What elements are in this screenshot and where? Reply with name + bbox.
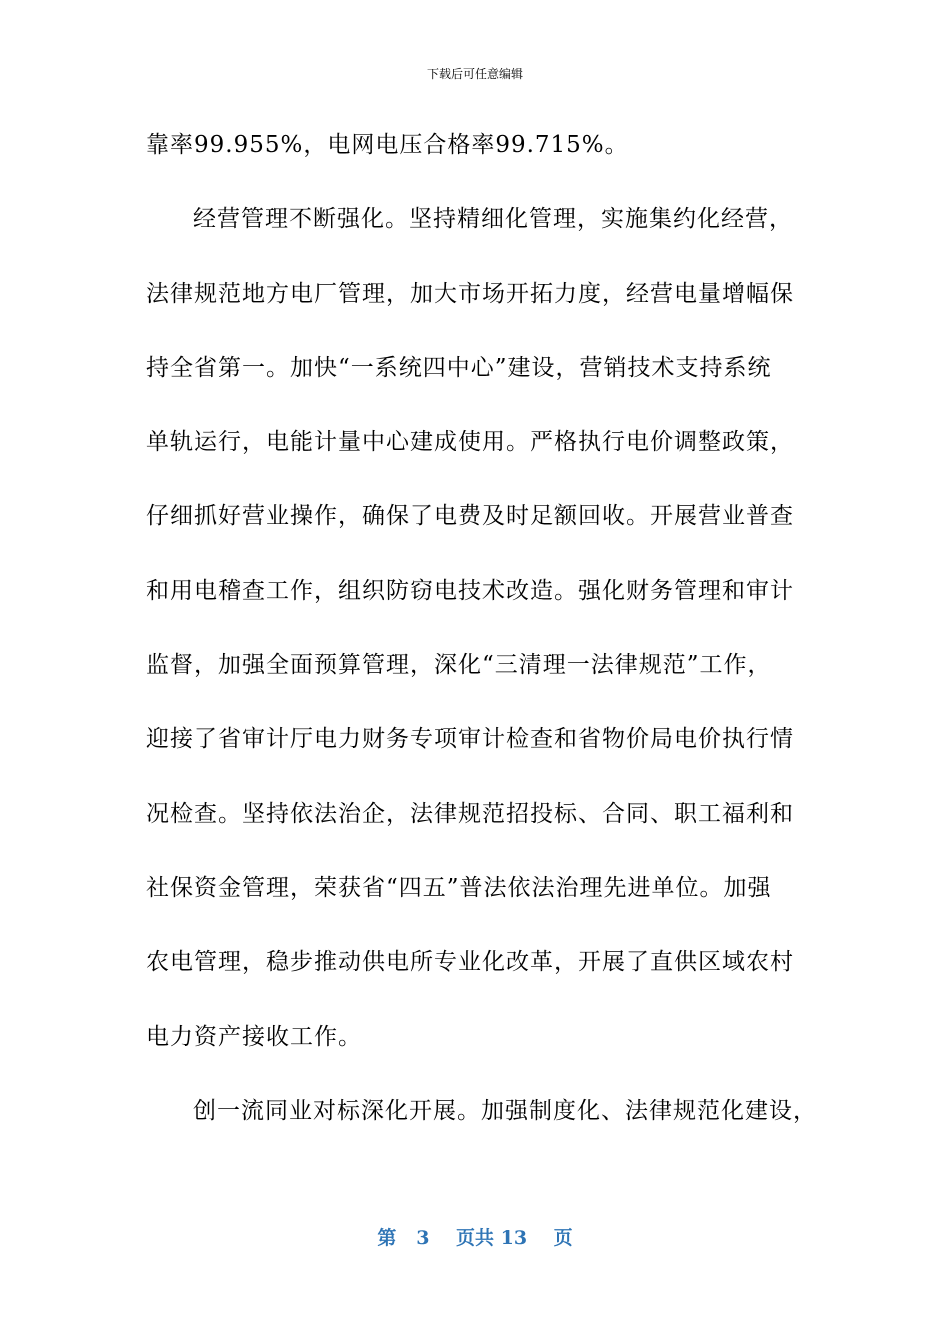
text-line-7: 和用电稽查工作，组织防窃电技术改造。强化财务管理和审计 <box>146 577 794 604</box>
text-line-1: 靠率99.955%，电网电压合格率99.715%。 <box>146 132 629 158</box>
text-line-13: 电力资产接收工作。 <box>146 1023 362 1050</box>
footer-current-page: 3 <box>416 1227 430 1249</box>
footer-suffix: 页 <box>553 1227 573 1249</box>
header-text: 下载后可任意编辑 <box>426 67 523 81</box>
text-line-11: 社保资金管理，荣获省“四五”普法依法治理先进单位。加强 <box>146 874 772 901</box>
page-footer <box>0 1226 950 1250</box>
text-line-8: 监督，加强全面预算管理，深化“三清理一法律规范”工作， <box>146 652 772 679</box>
text-line-5: 单轨运行，电能计量中心建成使用。严格执行电价调整政策， <box>146 429 794 456</box>
document-body <box>146 118 817 1158</box>
page-header <box>0 66 950 82</box>
text-line-12: 农电管理，稳步推动供电所专业化改革，开展了直供区域农村 <box>146 949 794 976</box>
text-line-6: 仔细抓好营业操作，确保了电费及时足额回收。开展营业普查 <box>146 503 794 530</box>
text-line-4: 持全省第一。加快“一系统四中心”建设，营销技术支持系统 <box>146 354 772 381</box>
footer-middle: 页共 <box>456 1227 495 1249</box>
text-line-9: 迎接了省审计厅电力财务专项审计检查和省物价局电价执行情 <box>146 726 794 753</box>
text-line-14: 创一流同业对标深化开展。加强制度化、法律规范化建设， <box>193 1097 817 1124</box>
footer-prefix: 第 <box>377 1227 397 1249</box>
text-line-2: 经营管理不断强化。坚持精细化管理，实施集约化经营， <box>193 206 793 233</box>
text-line-10: 况检查。坚持依法治企，法律规范招投标、合同、职工福利和 <box>146 800 794 827</box>
footer-total-pages: 13 <box>500 1227 528 1249</box>
text-line-3: 法律规范地方电厂管理，加大市场开拓力度，经营电量增幅保 <box>146 280 794 307</box>
